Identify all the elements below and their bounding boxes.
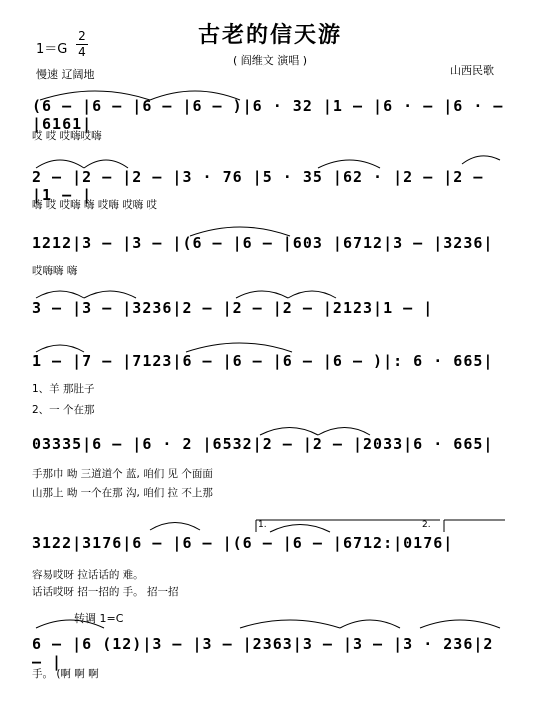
performer-credit: ( 阎维文 演唱 ) (232, 54, 308, 67)
lyrics-verse-2: 话话哎呀 招一招的 手。 招一招 (32, 586, 179, 598)
slur (462, 156, 500, 164)
lyrics-verse-1: 手那巾 呦 三道道个 蓝, 咱们 见 个面面 (32, 468, 213, 480)
lyrics-verse-2: 2、一 个在那 (32, 404, 95, 416)
notation: 3 – |3 – |3236|2 – |2 – |2 – |2123|1 – | (32, 299, 434, 317)
slur (150, 523, 200, 531)
time-signature-bottom: 4 (78, 45, 86, 59)
slur (340, 620, 400, 628)
time-signature-top: 2 (78, 29, 86, 43)
volta-second: 2. (422, 520, 431, 530)
lyrics-verse-1: 哎 哎 哎嗨哎嗨 (32, 130, 102, 142)
volta-first: 1. (258, 520, 267, 530)
slur (260, 428, 318, 436)
tempo-marking: 慢速 辽阔地 (36, 68, 95, 81)
notation: (6 – |6 – |6 – |6 – )|6 · 32 |1 – |6 · – |6 · – |6161| (32, 97, 504, 133)
slur (190, 227, 290, 236)
slur (36, 291, 84, 298)
slur (420, 620, 500, 628)
lyrics-verse-1: 1、羊 那肚子 (32, 383, 95, 395)
modulation-marking: 转调 1=C (74, 612, 124, 625)
notation: 3122|3176|6 – |6 – |(6 – |6 – |6712:|0176| (32, 534, 454, 552)
slur (36, 345, 84, 352)
notation: 1212|3 – |3 – |(6 – |6 – |603 |6712|3 – |3236| (32, 234, 494, 252)
lyrics-verse-1: 手。 (啊 啊 啊 (32, 668, 99, 680)
slur (36, 620, 104, 628)
slur (84, 291, 136, 298)
key-signature: 1＝G (36, 42, 68, 57)
slur (318, 428, 370, 436)
slur (240, 620, 340, 628)
slur (318, 160, 380, 168)
slur (288, 291, 336, 298)
page-title: 古老的信天游 (197, 22, 342, 48)
lyrics-verse-2: 山那上 呦 一个在那 沟, 咱们 拉 不上那 (32, 487, 213, 499)
notation: 6 – |6 (12)|3 – |3 – |2363|3 – |3 – |3 · 236|2 – | (32, 635, 494, 671)
slur (270, 525, 330, 533)
notation: 1 – |7 – |7123|6 – |6 – |6 – |6 – )|: 6 · 665| (32, 352, 494, 370)
notation: 03335|6 – |6 · 2 |6532|2 – |2 – |2033|6 · 665| (32, 435, 494, 453)
slur (150, 91, 240, 100)
genre-label: 山西民歌 (450, 64, 494, 77)
notation: 2 – |2 – |2 – |3 · 76 |5 · 35 |62 · |2 – |2 – |1 – | (32, 168, 484, 204)
lyrics-verse-1: 嗨 哎 哎嗨 嗨 哎嗨 哎嗨 哎 (32, 199, 158, 211)
slur (36, 160, 84, 168)
lyrics-verse-1: 哎嗨嗨 嗨 (32, 265, 78, 277)
volta-brackets (256, 520, 505, 532)
slur (84, 160, 128, 168)
slur-group (36, 91, 500, 628)
slur (186, 343, 292, 352)
slur (40, 91, 150, 100)
lyrics-verse-1: 容易哎呀 拉话话的 难。 (32, 569, 144, 581)
slur (236, 291, 288, 298)
